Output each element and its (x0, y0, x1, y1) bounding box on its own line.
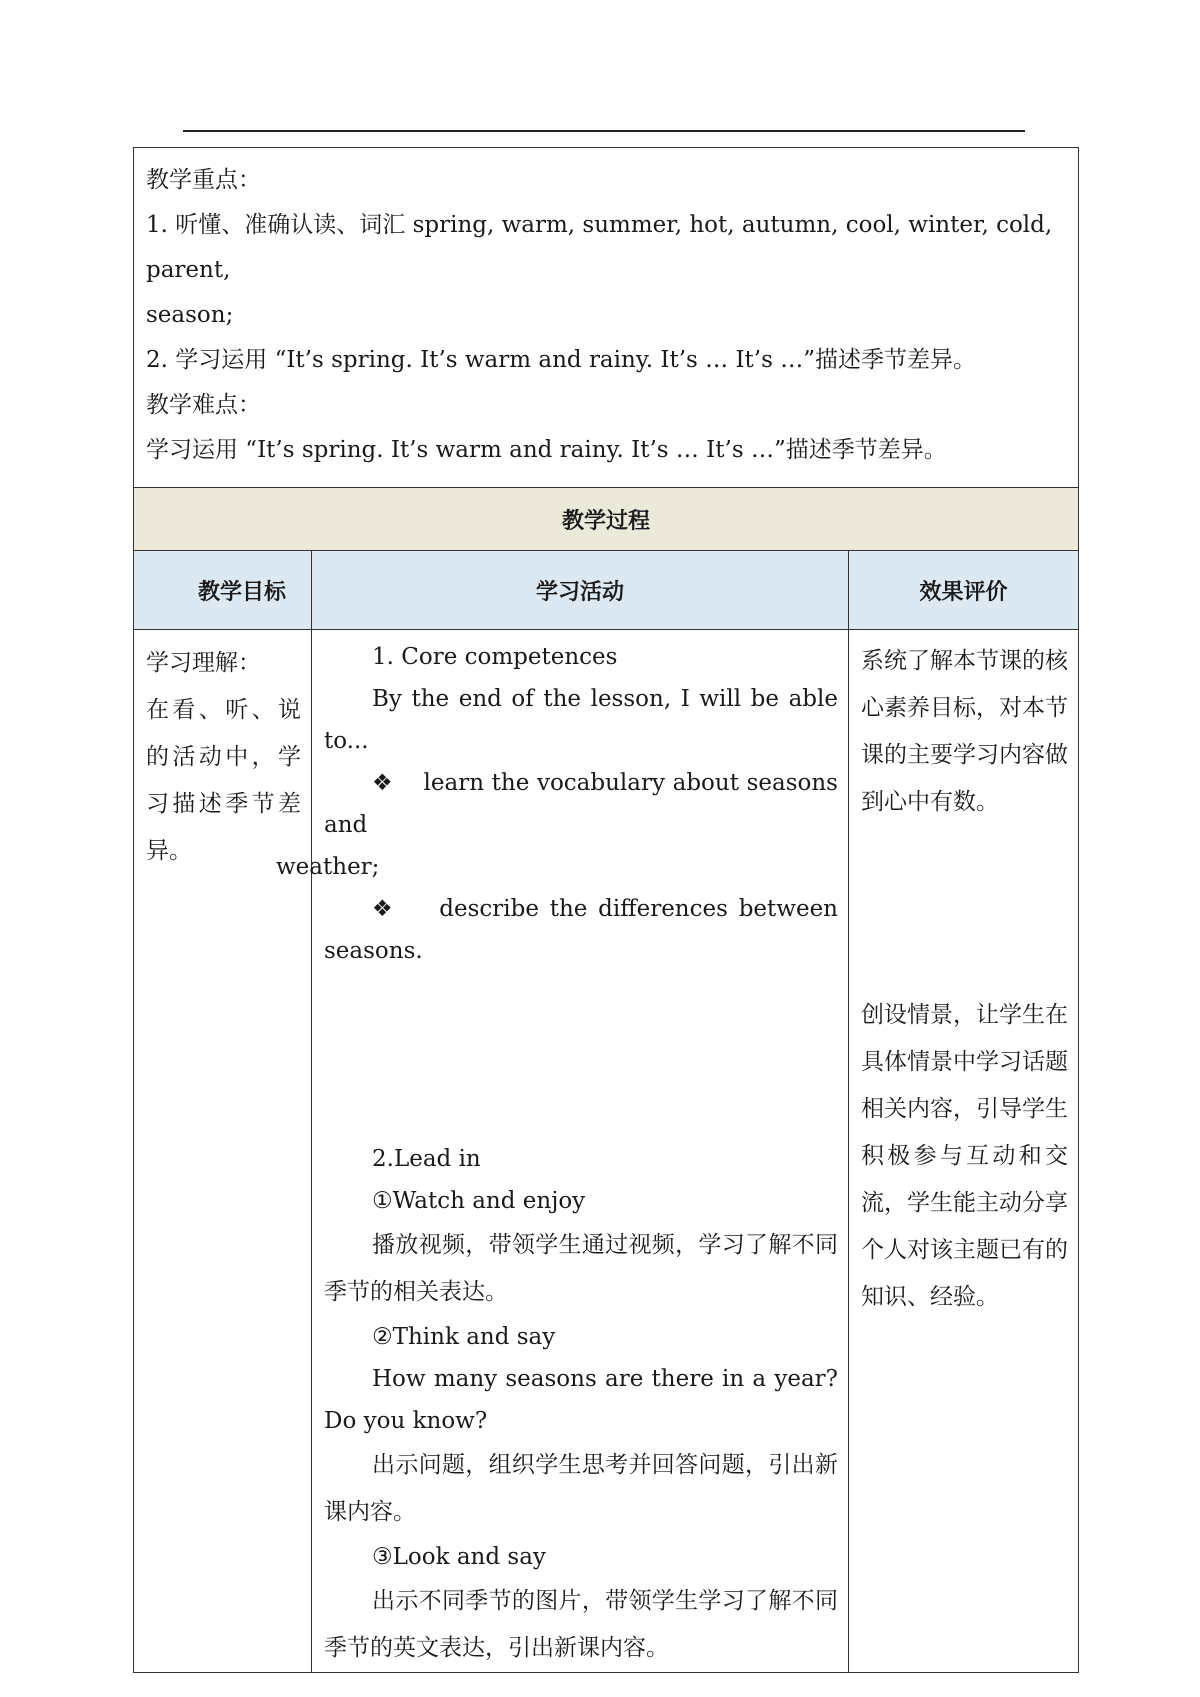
step3-title: ③Look and say (372, 1544, 546, 1570)
step1-title: ①Watch and enjoy (372, 1188, 586, 1214)
header-rule (183, 130, 1025, 132)
section2-title: 2.Lead in (372, 1146, 481, 1172)
bullet-1: ❖ learn the vocabulary about seasons and weather; (276, 770, 838, 880)
difficult-point: 学习运用 “It’s spring. It’s warm and rainy. It’s … It’s …”描述季节差异。 (146, 437, 947, 463)
process-title: 教学过程 (134, 488, 1079, 551)
step2-text: 出示问题，组织学生思考并回答问题，引出新课内容。 (324, 1452, 838, 1525)
evaluation-cell (849, 630, 1079, 1673)
step3-text: 出示不同季节的图片，带领学生学习了解不同季节的英文表达，引出新课内容。 (324, 1588, 838, 1661)
activities-cell (276, 630, 849, 1673)
step2-question: How many seasons are there in a year? Do you know? (324, 1366, 838, 1434)
column-header-evaluation: 效果评价 (849, 551, 1079, 630)
goal-text: 在看、听、说的活动中，学习描述季节差异。 (146, 697, 301, 864)
goal-title: 学习理解： (146, 650, 261, 676)
bullet-icon: ❖ (372, 896, 397, 922)
step2-title: ②Think and say (372, 1324, 556, 1350)
key-point-2: 2. 学习运用 “It’s spring. It’s warm and rainy. It’s … It’s …”描述季节差异。 (146, 347, 976, 373)
key-points-title: 教学重点： (146, 167, 261, 193)
key-points-section (134, 148, 1079, 488)
step1-text: 播放视频，带领学生通过视频，学习了解不同季节的相关表达。 (324, 1232, 838, 1305)
bullet-2: ❖ describe the differences between seasons. (324, 896, 838, 964)
difficult-points-title: 教学难点： (146, 392, 261, 418)
goal-cell (134, 630, 312, 1673)
section1-title: 1. Core competences (372, 644, 618, 670)
section1-intro: By the end of the lesson, I will be able to... (324, 686, 838, 754)
bullet-icon: ❖ (372, 770, 393, 796)
evaluation-2: 创设情景，让学生在具体情景中学习话题相关内容，引导学生积极参与互动和交流，学生能主动分享个人对该主题已有的知识、经验。 (861, 1002, 1068, 1310)
key-point-1: 1. 听懂、准确认读、词汇 spring, warm, summer, hot, autumn, cool, winter, cold, parent, season; (146, 212, 1053, 328)
column-header-goal: 教学目标 (134, 551, 312, 630)
evaluation-1: 系统了解本节课的核心素养目标，对本节课的主要学习内容做到心中有数。 (861, 648, 1068, 815)
lesson-plan-table (133, 147, 1079, 1673)
column-header-activity: 学习活动 (312, 551, 849, 630)
